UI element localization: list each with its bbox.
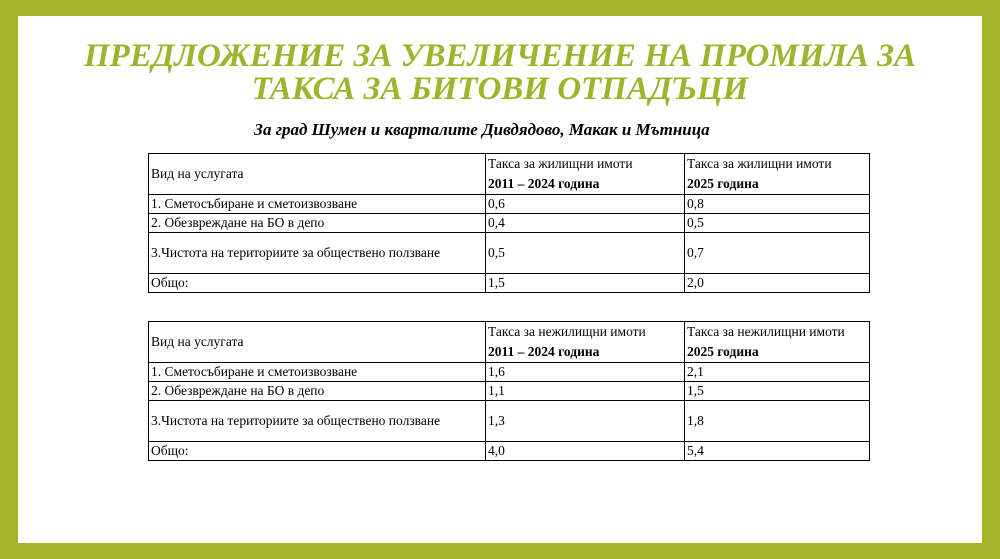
table-total-row — [149, 274, 870, 293]
header-fee-2011-2024 — [486, 154, 685, 195]
service-cell: Общо: — [149, 274, 486, 293]
fee-2011-2024-cell: 0,4 — [486, 214, 685, 233]
table-total-row — [149, 442, 870, 461]
fee-2011-2024-cell: 0,5 — [486, 233, 685, 274]
service-cell: 1. Сметосъбиране и сметоизвозване — [149, 195, 486, 214]
residential-fees-table — [148, 153, 870, 293]
table-row — [149, 363, 870, 382]
table-header-row — [149, 322, 870, 363]
fee-2011-2024-cell: 4,0 — [486, 442, 685, 461]
table-row — [149, 214, 870, 233]
fee-2011-2024-cell: 1,5 — [486, 274, 685, 293]
fee-2011-2024-cell: 1,6 — [486, 363, 685, 382]
fee-2025-cell: 0,5 — [685, 214, 870, 233]
fee-2025-cell: 0,7 — [685, 233, 870, 274]
header-fee-2025 — [685, 154, 870, 195]
table-row — [149, 401, 870, 442]
slide-title — [18, 40, 982, 106]
service-cell: 3.Чистота на териториите за обществено ползване — [149, 233, 486, 274]
slide — [18, 16, 982, 543]
table-row — [149, 233, 870, 274]
header-fee-2011-2024-label: Такса за нежилищни имоти — [488, 324, 646, 339]
header-fee-2011-2024-period: 2011 – 2024 година — [488, 344, 600, 359]
service-cell: 2. Обезвреждане на БО в депо — [149, 382, 486, 401]
table-row — [149, 195, 870, 214]
title-line-1: ПРЕДЛОЖЕНИЕ ЗА УВЕЛИЧЕНИЕ НА ПРОМИЛА ЗА — [84, 38, 916, 74]
title-line-2: ТАКСА ЗА БИТОВИ ОТПАДЪЦИ — [251, 71, 749, 107]
fee-2025-cell: 2,0 — [685, 274, 870, 293]
header-fee-2025-period: 2025 година — [687, 176, 759, 191]
table-header-row — [149, 154, 870, 195]
service-cell: 2. Обезвреждане на БО в депо — [149, 214, 486, 233]
fee-2025-cell: 1,8 — [685, 401, 870, 442]
service-cell: Общо: — [149, 442, 486, 461]
header-service: Вид на услугата — [149, 322, 486, 363]
service-cell: 3.Чистота на териториите за обществено ползване — [149, 401, 486, 442]
slide-subtitle: За град Шумен и кварталите Дивдядово, Макак и Мътница — [254, 120, 710, 139]
fee-2011-2024-cell: 0,6 — [486, 195, 685, 214]
header-fee-2025-label: Такса за нежилищни имоти — [687, 324, 845, 339]
header-fee-2011-2024-period: 2011 – 2024 година — [488, 176, 600, 191]
header-fee-2025-label: Такса за жилищни имоти — [687, 156, 832, 171]
header-service: Вид на услугата — [149, 154, 486, 195]
fee-2011-2024-cell: 1,3 — [486, 401, 685, 442]
fee-2025-cell: 5,4 — [685, 442, 870, 461]
header-fee-2011-2024-label: Такса за жилищни имоти — [488, 156, 633, 171]
header-fee-2025-period: 2025 година — [687, 344, 759, 359]
service-cell: 1. Сметосъбиране и сметоизвозване — [149, 363, 486, 382]
header-fee-2025 — [685, 322, 870, 363]
fee-2025-cell: 2,1 — [685, 363, 870, 382]
fee-2011-2024-cell: 1,1 — [486, 382, 685, 401]
fee-2025-cell: 0,8 — [685, 195, 870, 214]
fee-2025-cell: 1,5 — [685, 382, 870, 401]
header-fee-2011-2024 — [486, 322, 685, 363]
table-row — [149, 382, 870, 401]
non-residential-fees-table — [148, 321, 870, 461]
